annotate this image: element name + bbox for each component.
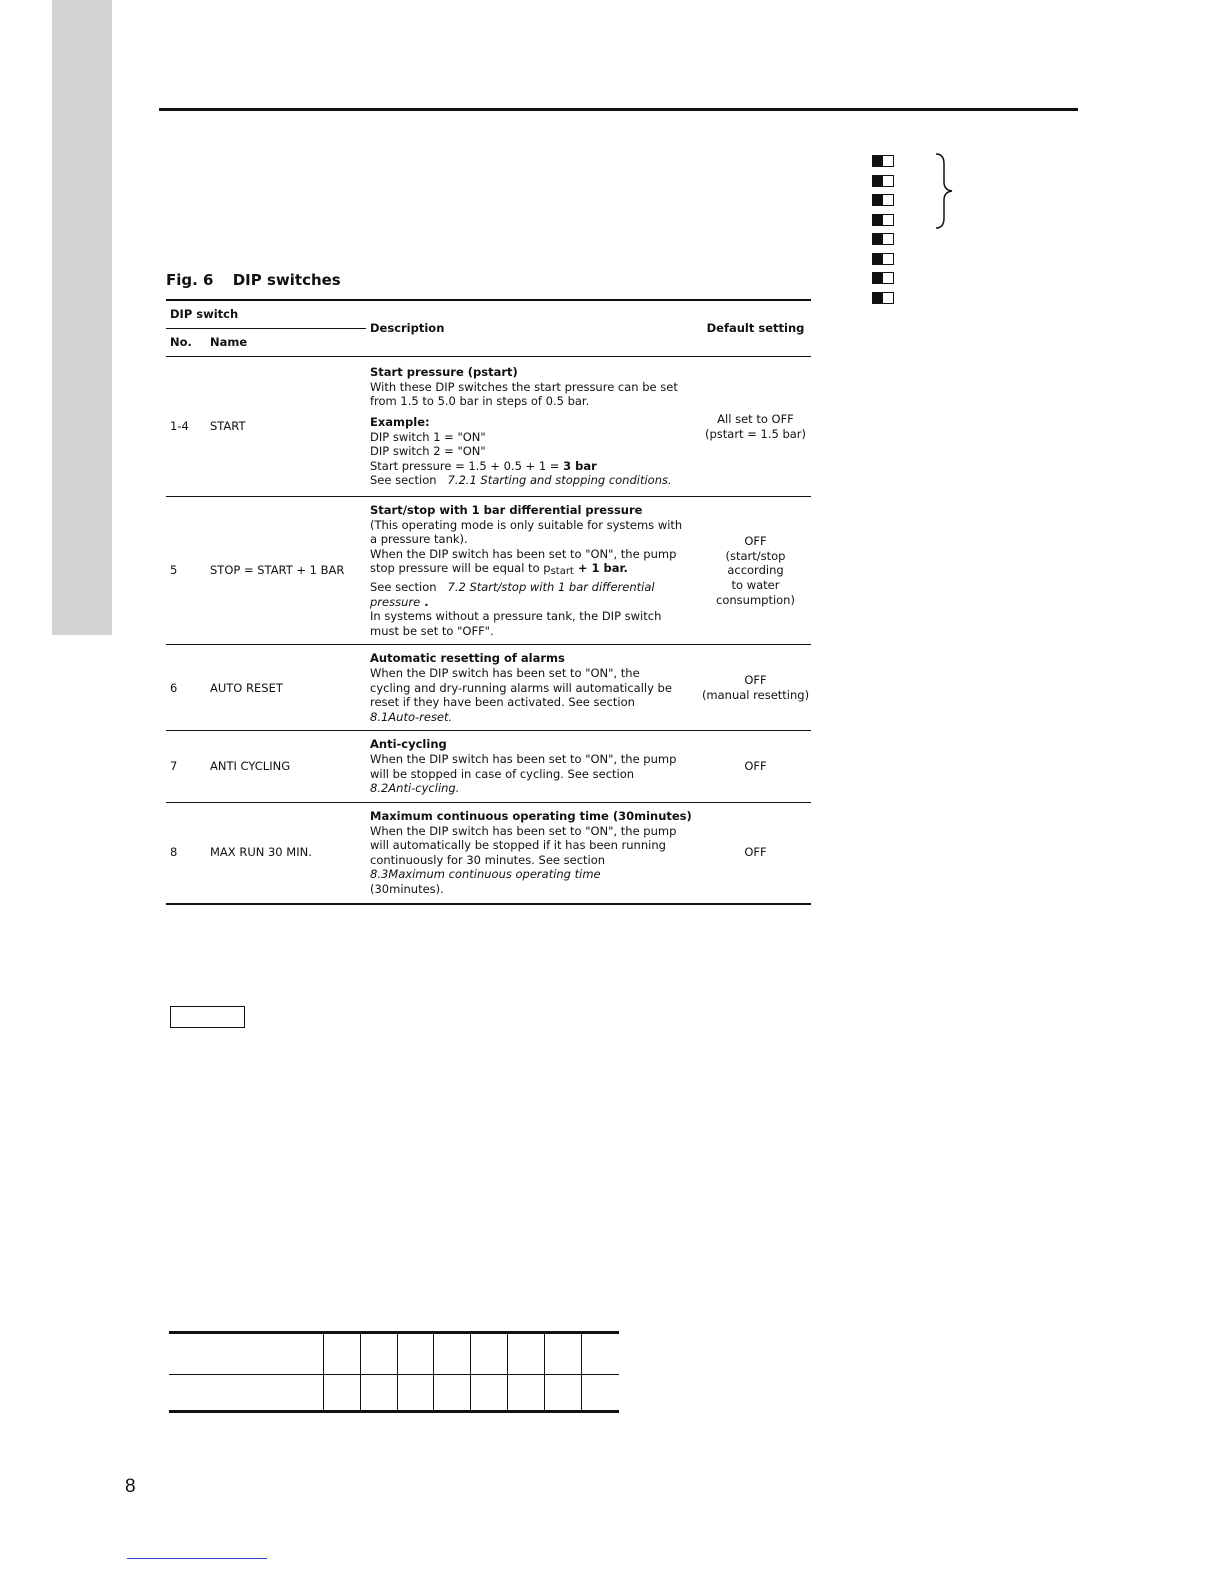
row-description: [366, 645, 700, 731]
desc-title: Start pressure (pstart): [370, 365, 518, 380]
default-line: OFF: [744, 759, 767, 774]
default-line: All set to OFF: [717, 411, 794, 426]
table-row: [166, 731, 811, 802]
section-ref: 8.1Auto-reset.: [370, 709, 453, 724]
grid-col-divider: [360, 1334, 361, 1410]
default-line: consumption): [716, 592, 795, 607]
row-default: [700, 357, 811, 497]
grid-col-divider: [581, 1334, 582, 1410]
table-header-row: [166, 300, 811, 329]
desc-title: Start/stop with 1 bar differential pressure: [370, 503, 643, 517]
example-line: DIP switch 1 = "ON": [370, 429, 486, 444]
side-tab: [52, 0, 112, 635]
desc-title: Automatic resetting of alarms: [370, 651, 565, 666]
header-name: Name: [210, 335, 248, 350]
row-default: [700, 731, 811, 802]
section-ref: 8.3Maximum continuous operating time: [370, 867, 601, 882]
grid-col-divider: [397, 1334, 398, 1410]
desc-line: When the DIP switch has been set to "ON", the: [370, 665, 640, 680]
default-line: OFF: [744, 534, 767, 549]
stop-pressure-line: [370, 561, 696, 580]
dip-switch-icon: [872, 194, 894, 206]
see-prefix: See section: [370, 579, 437, 594]
see-prefix: See section: [370, 473, 437, 488]
see-ref-2: pressure: [370, 594, 421, 609]
default-line: (manual resetting): [701, 687, 810, 702]
desc-line: will automatically be stopped if it has been running: [370, 838, 666, 853]
row-no: 5: [166, 497, 210, 645]
row-name: STOP = START + 1 BAR: [210, 497, 366, 645]
desc-line: (This operating mode is only suitable for systems with: [370, 517, 683, 532]
calc-result: 3 bar: [563, 458, 597, 473]
row-name: AUTO RESET: [210, 645, 366, 731]
desc-title: Maximum continuous operating time (30minutes): [370, 808, 692, 823]
dip-switch-icon: [872, 155, 894, 167]
desc-line: When the DIP switch has been set to "ON", the pump: [370, 751, 677, 766]
grid-col-divider: [323, 1334, 324, 1410]
table-row: [166, 497, 811, 645]
default-line: (pstart = 1.5 bar): [704, 426, 807, 441]
row-no: 8: [166, 802, 210, 904]
dip-switch-icon: [872, 175, 894, 187]
desc-title: Anti-cycling: [370, 737, 447, 752]
default-line: OFF: [744, 673, 767, 688]
row-default: [700, 802, 811, 904]
example-calc: [370, 459, 696, 474]
section-ref-tail: (30minutes).: [370, 881, 444, 896]
row-name: ANTI CYCLING: [210, 731, 366, 802]
see-section: [370, 580, 696, 595]
row-default: [700, 645, 811, 731]
row-name: START: [210, 357, 366, 497]
footer-link-underline[interactable]: [127, 1558, 267, 1559]
header-default: Default setting: [700, 300, 811, 357]
grid-row-divider: [169, 1374, 619, 1375]
dip-switch-icon: [872, 272, 894, 284]
see-ref: 7.2 Start/stop with 1 bar differential: [447, 579, 655, 594]
grid-col-divider: [507, 1334, 508, 1410]
row-description: [366, 731, 700, 802]
dip-switch-icon: [872, 233, 894, 245]
row-description: [366, 802, 700, 904]
see-section: [370, 473, 696, 488]
header-description: Description: [366, 300, 700, 357]
table-row: [166, 645, 811, 731]
figure-caption: [166, 271, 341, 289]
empty-box: [170, 1006, 245, 1028]
header-rule: [159, 108, 1078, 111]
calc-prefix: Start pressure = 1.5 + 0.5 + 1 =: [370, 458, 564, 473]
row-default: [700, 497, 811, 645]
dip-switch-icon: [872, 292, 894, 304]
desc-line: In systems without a pressure tank, the DIP switch: [370, 609, 662, 624]
desc-line: will be stopped in case of cycling. See section: [370, 766, 635, 781]
default-line: OFF: [744, 845, 767, 860]
row-no: 7: [166, 731, 210, 802]
dip-switch-icon: [872, 214, 894, 226]
desc-line: When the DIP switch has been set to "ON", the pump: [370, 823, 677, 838]
default-line: (start/stop according: [725, 548, 786, 578]
desc-line: from 1.5 to 5.0 bar in steps of 0.5 bar.: [370, 394, 590, 409]
row-name: MAX RUN 30 MIN.: [210, 802, 366, 904]
empty-grid-table: [169, 1331, 619, 1413]
see-dot: .: [420, 594, 429, 609]
grid-col-divider: [544, 1334, 545, 1410]
grid-col-divider: [470, 1334, 471, 1410]
grid-col-divider: [433, 1334, 434, 1410]
desc-line: a pressure tank).: [370, 532, 468, 547]
desc-line: must be set to "OFF".: [370, 623, 494, 638]
see-section-cont: [370, 595, 696, 610]
desc-line: When the DIP switch has been set to "ON", the pump: [370, 546, 677, 561]
page-number: 8: [125, 1476, 136, 1497]
desc-line: continuously for 30 minutes. See section: [370, 852, 606, 867]
header-no: No.: [170, 335, 192, 350]
section-ref: 8.2Anti-cycling.: [370, 781, 460, 796]
example-label: Example:: [370, 414, 430, 429]
header-dip-switch: DIP switch: [166, 300, 366, 329]
row-description: [366, 357, 700, 497]
desc-line: With these DIP switches the start pressure can be set: [370, 379, 678, 394]
default-line: to water: [731, 577, 780, 592]
desc-line: cycling and dry-running alarms will automatically be: [370, 680, 672, 695]
example-line: DIP switch 2 = "ON": [370, 444, 486, 459]
table-row: [166, 357, 811, 497]
figure-label: Fig. 6: [166, 271, 214, 289]
dip-switch-icon: [872, 253, 894, 265]
see-ref: 7.2.1 Starting and stopping conditions.: [447, 473, 672, 488]
figure-title: DIP switches: [232, 271, 341, 289]
stop-sub: start: [550, 566, 574, 578]
table-row: [166, 802, 811, 904]
dip-switch-table: [166, 299, 811, 905]
row-no: 6: [166, 645, 210, 731]
row-no: 1-4: [166, 357, 210, 497]
curly-brace-icon: [932, 152, 956, 230]
row-description: [366, 497, 700, 645]
desc-line: reset if they have been activated. See section: [370, 695, 635, 710]
dip-switch-illustration: [872, 155, 896, 311]
stop-prefix: stop pressure will be equal to p: [370, 561, 551, 576]
stop-bold: + 1 bar.: [573, 561, 628, 576]
